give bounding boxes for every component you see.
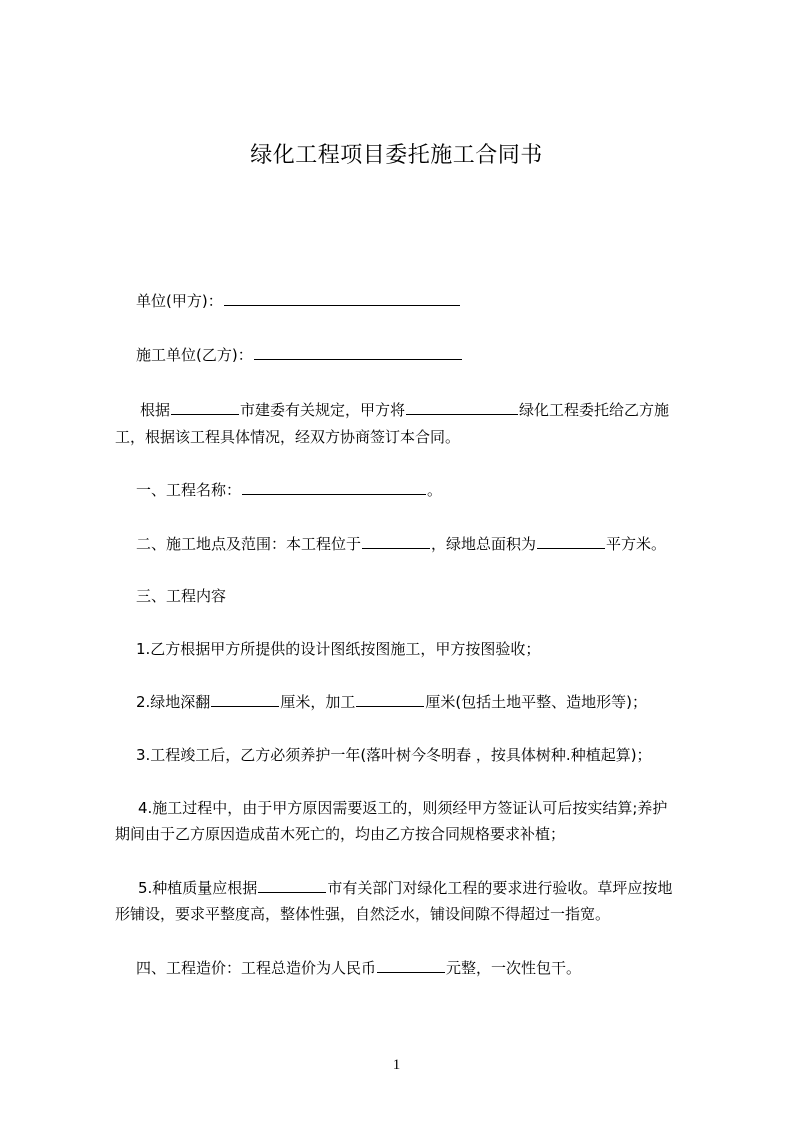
party-a-blank[interactable] <box>224 291 460 306</box>
item-2-text-a: 2.绿地深翻 <box>136 693 211 711</box>
party-b-blank[interactable] <box>254 345 462 360</box>
section-3-item-3: 3.工程竣工后，乙方必须养护一年(落叶树今冬明春 ，按具体树种.种植起算)； <box>136 746 652 764</box>
section-4-text-a: 四、工程造价：工程总造价为人民币 <box>136 959 377 977</box>
intro-line-2: 工，根据该工程具体情况，经双方协商签订本合同。 <box>115 428 461 446</box>
standard-city-blank[interactable] <box>258 878 326 893</box>
section-4-line <box>136 958 581 978</box>
section-3-item-2 <box>136 692 647 712</box>
intro-text-b: 市建委有关规定，甲方将 <box>240 401 406 419</box>
section-3-item-1: 1.乙方根据甲方所提供的设计图纸按图施工，甲方按图验收； <box>136 640 541 658</box>
depth-blank[interactable] <box>211 692 279 707</box>
section-3-item-5-line-2: 形铺设，要求平整度高，整体性强，自然泛水，铺设间隙不得超过一指宽。 <box>115 905 611 923</box>
location-blank[interactable] <box>362 534 430 549</box>
item-2-text-c: 厘米(包括土地平整、造地形等)； <box>425 693 648 711</box>
processing-blank[interactable] <box>356 692 424 707</box>
item-2-text-b: 厘米，加工 <box>280 693 356 711</box>
intro-line-1 <box>140 400 669 420</box>
section-3-item-4-line-1: 4.施工过程中，由于甲方原因需要返工的，则须经甲方签证认可后按实结算;养护 <box>138 799 668 817</box>
intro-city-blank[interactable] <box>171 400 239 415</box>
section-4-text-b: 元整，一次性包干。 <box>446 959 582 977</box>
section-3-item-5-line-1 <box>138 878 672 898</box>
section-1-label: 一、工程名称： <box>136 481 242 499</box>
section-2-text-a: 二、施工地点及范围：本工程位于 <box>136 535 362 553</box>
section-1-end: 。 <box>427 481 443 499</box>
price-blank[interactable] <box>377 958 445 973</box>
section-1-line <box>136 480 442 500</box>
area-blank[interactable] <box>537 534 605 549</box>
party-a-line <box>136 291 461 311</box>
page-number: 1 <box>392 1057 401 1073</box>
intro-text-c: 绿化工程委托给乙方施 <box>519 401 670 419</box>
project-name-blank[interactable] <box>242 480 426 495</box>
section-2-text-b: ，绿地总面积为 <box>431 535 537 553</box>
party-a-label: 单位(甲方)： <box>136 292 223 310</box>
item-5-text-b: 市有关部门对绿化工程的要求进行验收。草坪应按地 <box>327 879 673 897</box>
party-b-line <box>136 345 463 365</box>
section-2-text-c: 平方米。 <box>606 535 667 553</box>
document-title: 绿化工程项目委托施工合同书 <box>250 143 543 168</box>
section-2-line <box>136 534 666 554</box>
item-5-text-a: 5.种植质量应根据 <box>138 879 258 897</box>
party-b-label: 施工单位(乙方)： <box>136 346 253 364</box>
section-3-item-4-line-2: 期间由于乙方原因造成苗木死亡的，均由乙方按合同规格要求补植； <box>115 825 566 843</box>
intro-project-blank[interactable] <box>406 400 518 415</box>
intro-text-a: 根据 <box>140 401 171 419</box>
section-3-heading: 三、工程内容 <box>136 587 227 605</box>
